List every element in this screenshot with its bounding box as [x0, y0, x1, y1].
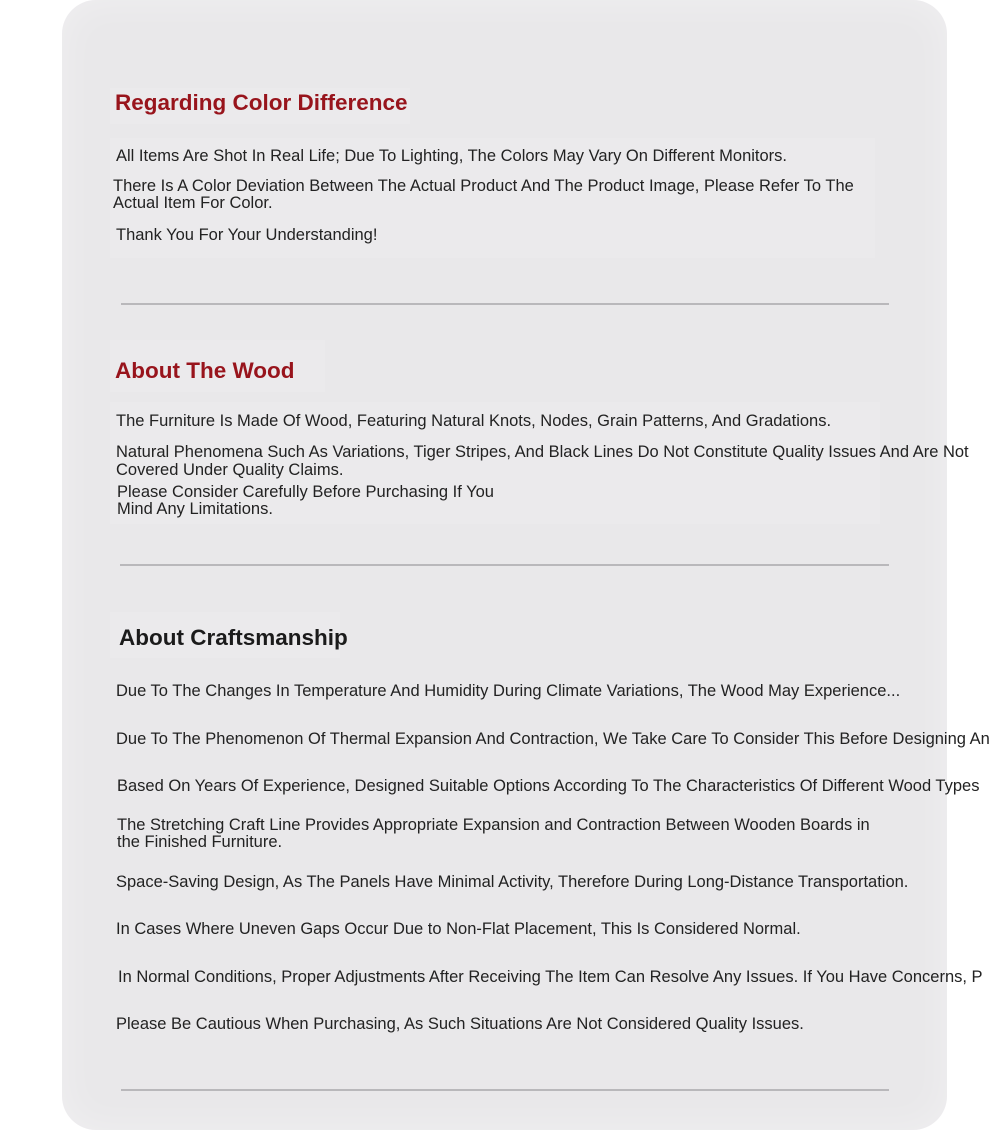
craft-line-4: The Stretching Craft Line Provides Appropriate Expansion and Contraction Between Wooden Boards in — [117, 816, 870, 834]
craft-line-9: Please Be Cautious When Purchasing, As Such Situations Are Not Considered Quality Issues. — [116, 1015, 804, 1033]
craft-line-8: In Normal Conditions, Proper Adjustments After Receiving The Item Can Resolve Any Issues. If You Have Concerns, P — [118, 968, 983, 986]
craft-line-5: the Finished Furniture. — [117, 833, 283, 851]
craft-line-3: Based On Years Of Experience, Designed Suitable Options According To The Characteristics Of Different Wood Types — [117, 777, 980, 795]
wood-line-1: The Furniture Is Made Of Wood, Featuring Natural Knots, Nodes, Grain Patterns, And Gradations. — [116, 412, 832, 430]
wood-line-3: Covered Under Quality Claims. — [116, 461, 344, 479]
section-divider — [121, 1089, 889, 1091]
craft-line-7: In Cases Where Uneven Gaps Occur Due to Non-Flat Placement, This Is Considered Normal. — [116, 920, 801, 938]
color-difference-line-3: Actual Item For Color. — [113, 194, 273, 212]
color-difference-line-4: Thank You For Your Understanding! — [116, 226, 378, 244]
craft-line-6: Space-Saving Design, As The Panels Have Minimal Activity, Therefore During Long-Distance Transportation. — [116, 873, 909, 891]
craft-line-1: Due To The Changes In Temperature And Humidity During Climate Variations, The Wood May Experience... — [116, 682, 901, 700]
section-heading-craftsmanship: About Craftsmanship — [119, 625, 348, 650]
section-divider — [120, 564, 889, 566]
wood-line-5: Mind Any Limitations. — [117, 500, 273, 518]
section-divider — [121, 303, 889, 305]
section-heading-color-difference: Regarding Color Difference — [115, 90, 408, 115]
craft-line-2: Due To The Phenomenon Of Thermal Expansion And Contraction, We Take Care To Consider This Before Designing An — [116, 730, 990, 748]
section-heading-wood: About The Wood — [115, 358, 295, 383]
wood-line-2: Natural Phenomena Such As Variations, Tiger Stripes, And Black Lines Do Not Constitute Quality Issues And Are Not — [116, 443, 969, 461]
color-difference-line-2: There Is A Color Deviation Between The Actual Product And The Product Image, Please Refer To The — [113, 177, 854, 195]
color-difference-line-1: All Items Are Shot In Real Life; Due To Lighting, The Colors May Vary On Different Monitors. — [116, 147, 788, 165]
wood-line-4: Please Consider Carefully Before Purchasing If You — [117, 483, 494, 501]
